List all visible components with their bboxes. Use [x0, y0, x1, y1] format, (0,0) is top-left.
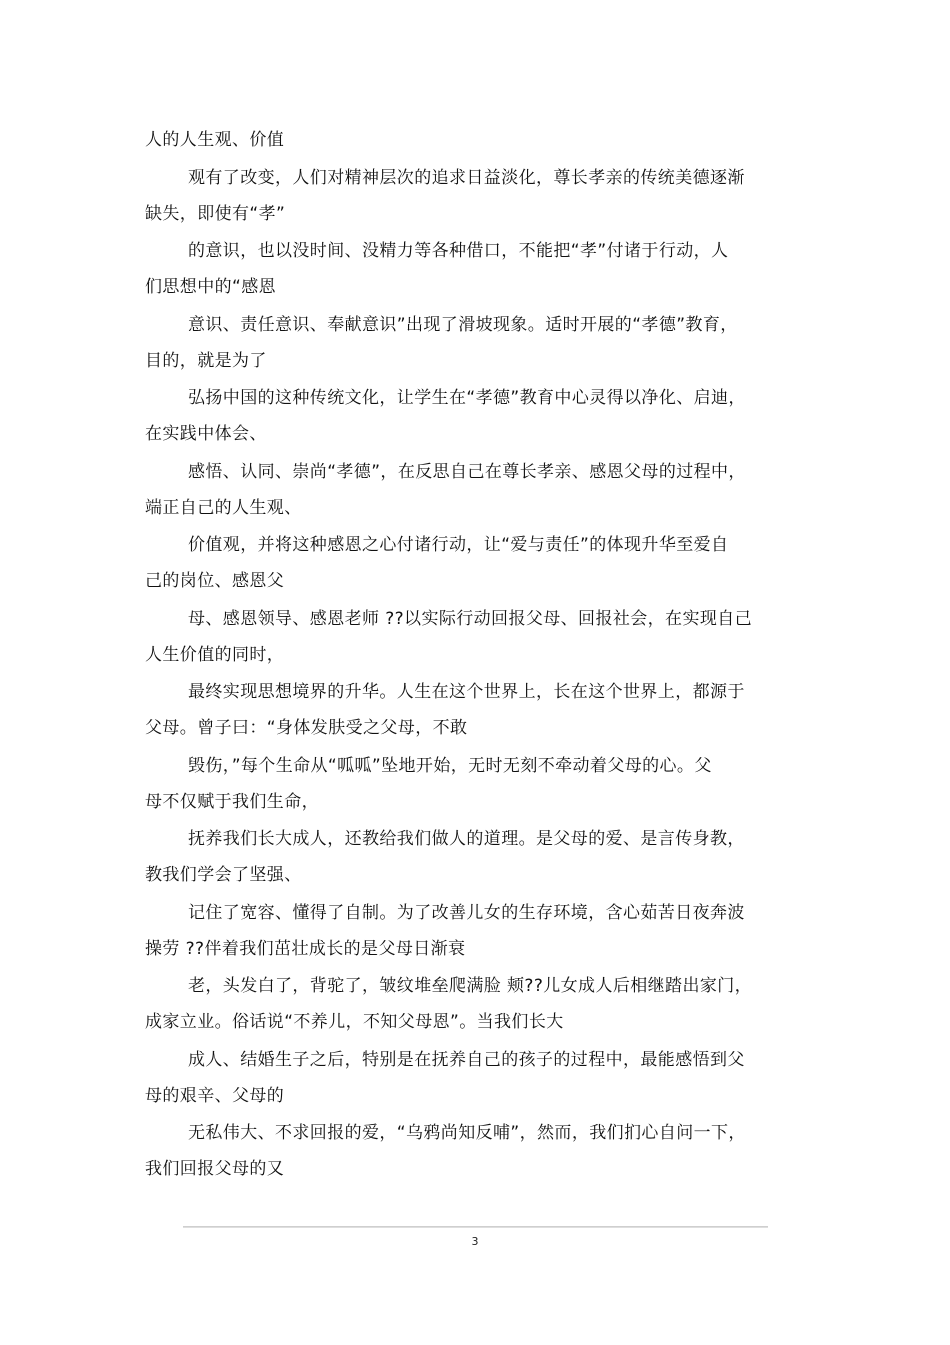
text-line: 毁伤，”每个生命从“呱呱”坠地开始，无时无刻不牵动着父母的心。父 — [188, 756, 712, 776]
text-line: 们思想中的“感恩 — [145, 277, 277, 297]
text-line: 成家立业。俗话说“不养儿，不知父母恩”。当我们长大 — [145, 1012, 564, 1032]
text-line: 操劳 ??伴着我们茁壮成长的是父母日渐衰 — [145, 939, 466, 959]
text-line: 记住了宽容、懂得了自制。为了改善儿女的生存环境，含心茹苦日夜奔波 — [188, 903, 745, 923]
text-line: 人的人生观、价值 — [145, 130, 285, 150]
text-line: 教我们学会了坚强、 — [145, 865, 302, 885]
text-line: 母的艰辛、父母的 — [145, 1086, 285, 1106]
text-line: 弘扬中国的这种传统文化，让学生在“孝德”教育中心灵得以净化、启迪， — [188, 388, 746, 408]
text-line: 母、感恩领导、感恩老师 ??以实际行动回报父母、回报社会，在实现自己 — [188, 609, 753, 629]
text-line: 观有了改变，人们对精神层次的追求日益淡化，尊长孝亲的传统美德逐渐 — [188, 168, 745, 188]
footer-divider — [183, 1226, 768, 1228]
text-line: 我们回报父母的又 — [145, 1159, 285, 1179]
text-line: 己的岗位、感恩父 — [145, 571, 285, 591]
text-line: 抚养我们长大成人，还教给我们做人的道理。是父母的爱、是言传身教， — [188, 829, 745, 849]
text-line: 感悟、认同、崇尚“孝德”，在反思自己在尊长孝亲、感恩父母的过程中， — [188, 462, 746, 482]
text-line: 缺失，即使有“孝” — [145, 204, 286, 224]
text-line: 价值观，并将这种感恩之心付诸行动，让“爱与责任”的体现升华至爱自 — [188, 535, 729, 555]
text-line: 在实践中体会、 — [145, 424, 267, 444]
text-line: 端正自己的人生观、 — [145, 498, 302, 518]
text-line: 无私伟大、不求回报的爱，“乌鸦尚知反哺”，然而，我们扪心自问一下， — [188, 1123, 746, 1143]
text-line: 最终实现思想境界的升华。人生在这个世界上，长在这个世界上，都源于 — [188, 682, 745, 702]
text-line: 父母。曾子曰：“身体发肤受之父母，不敢 — [145, 718, 468, 738]
text-line: 老，头发白了，背驼了，皱纹堆垒爬满脸 颊??儿女成人后相继踏出家门， — [188, 976, 753, 996]
text-line: 母不仅赋于我们生命， — [145, 792, 319, 812]
text-line: 成人、结婚生子之后，特别是在抚养自己的孩子的过程中，最能感悟到父 — [188, 1050, 745, 1070]
text-line: 的意识，也以没时间、没精力等各种借口，不能把“孝”付诸于行动，人 — [188, 241, 729, 261]
text-line: 意识、责任意识、奉献意识”出现了滑坡现象。适时开展的“孝德”教育， — [188, 315, 738, 335]
text-line: 人生价值的同时， — [145, 645, 285, 665]
text-line: 目的，就是为了 — [145, 351, 267, 371]
page-number: 3 — [471, 1235, 479, 1248]
